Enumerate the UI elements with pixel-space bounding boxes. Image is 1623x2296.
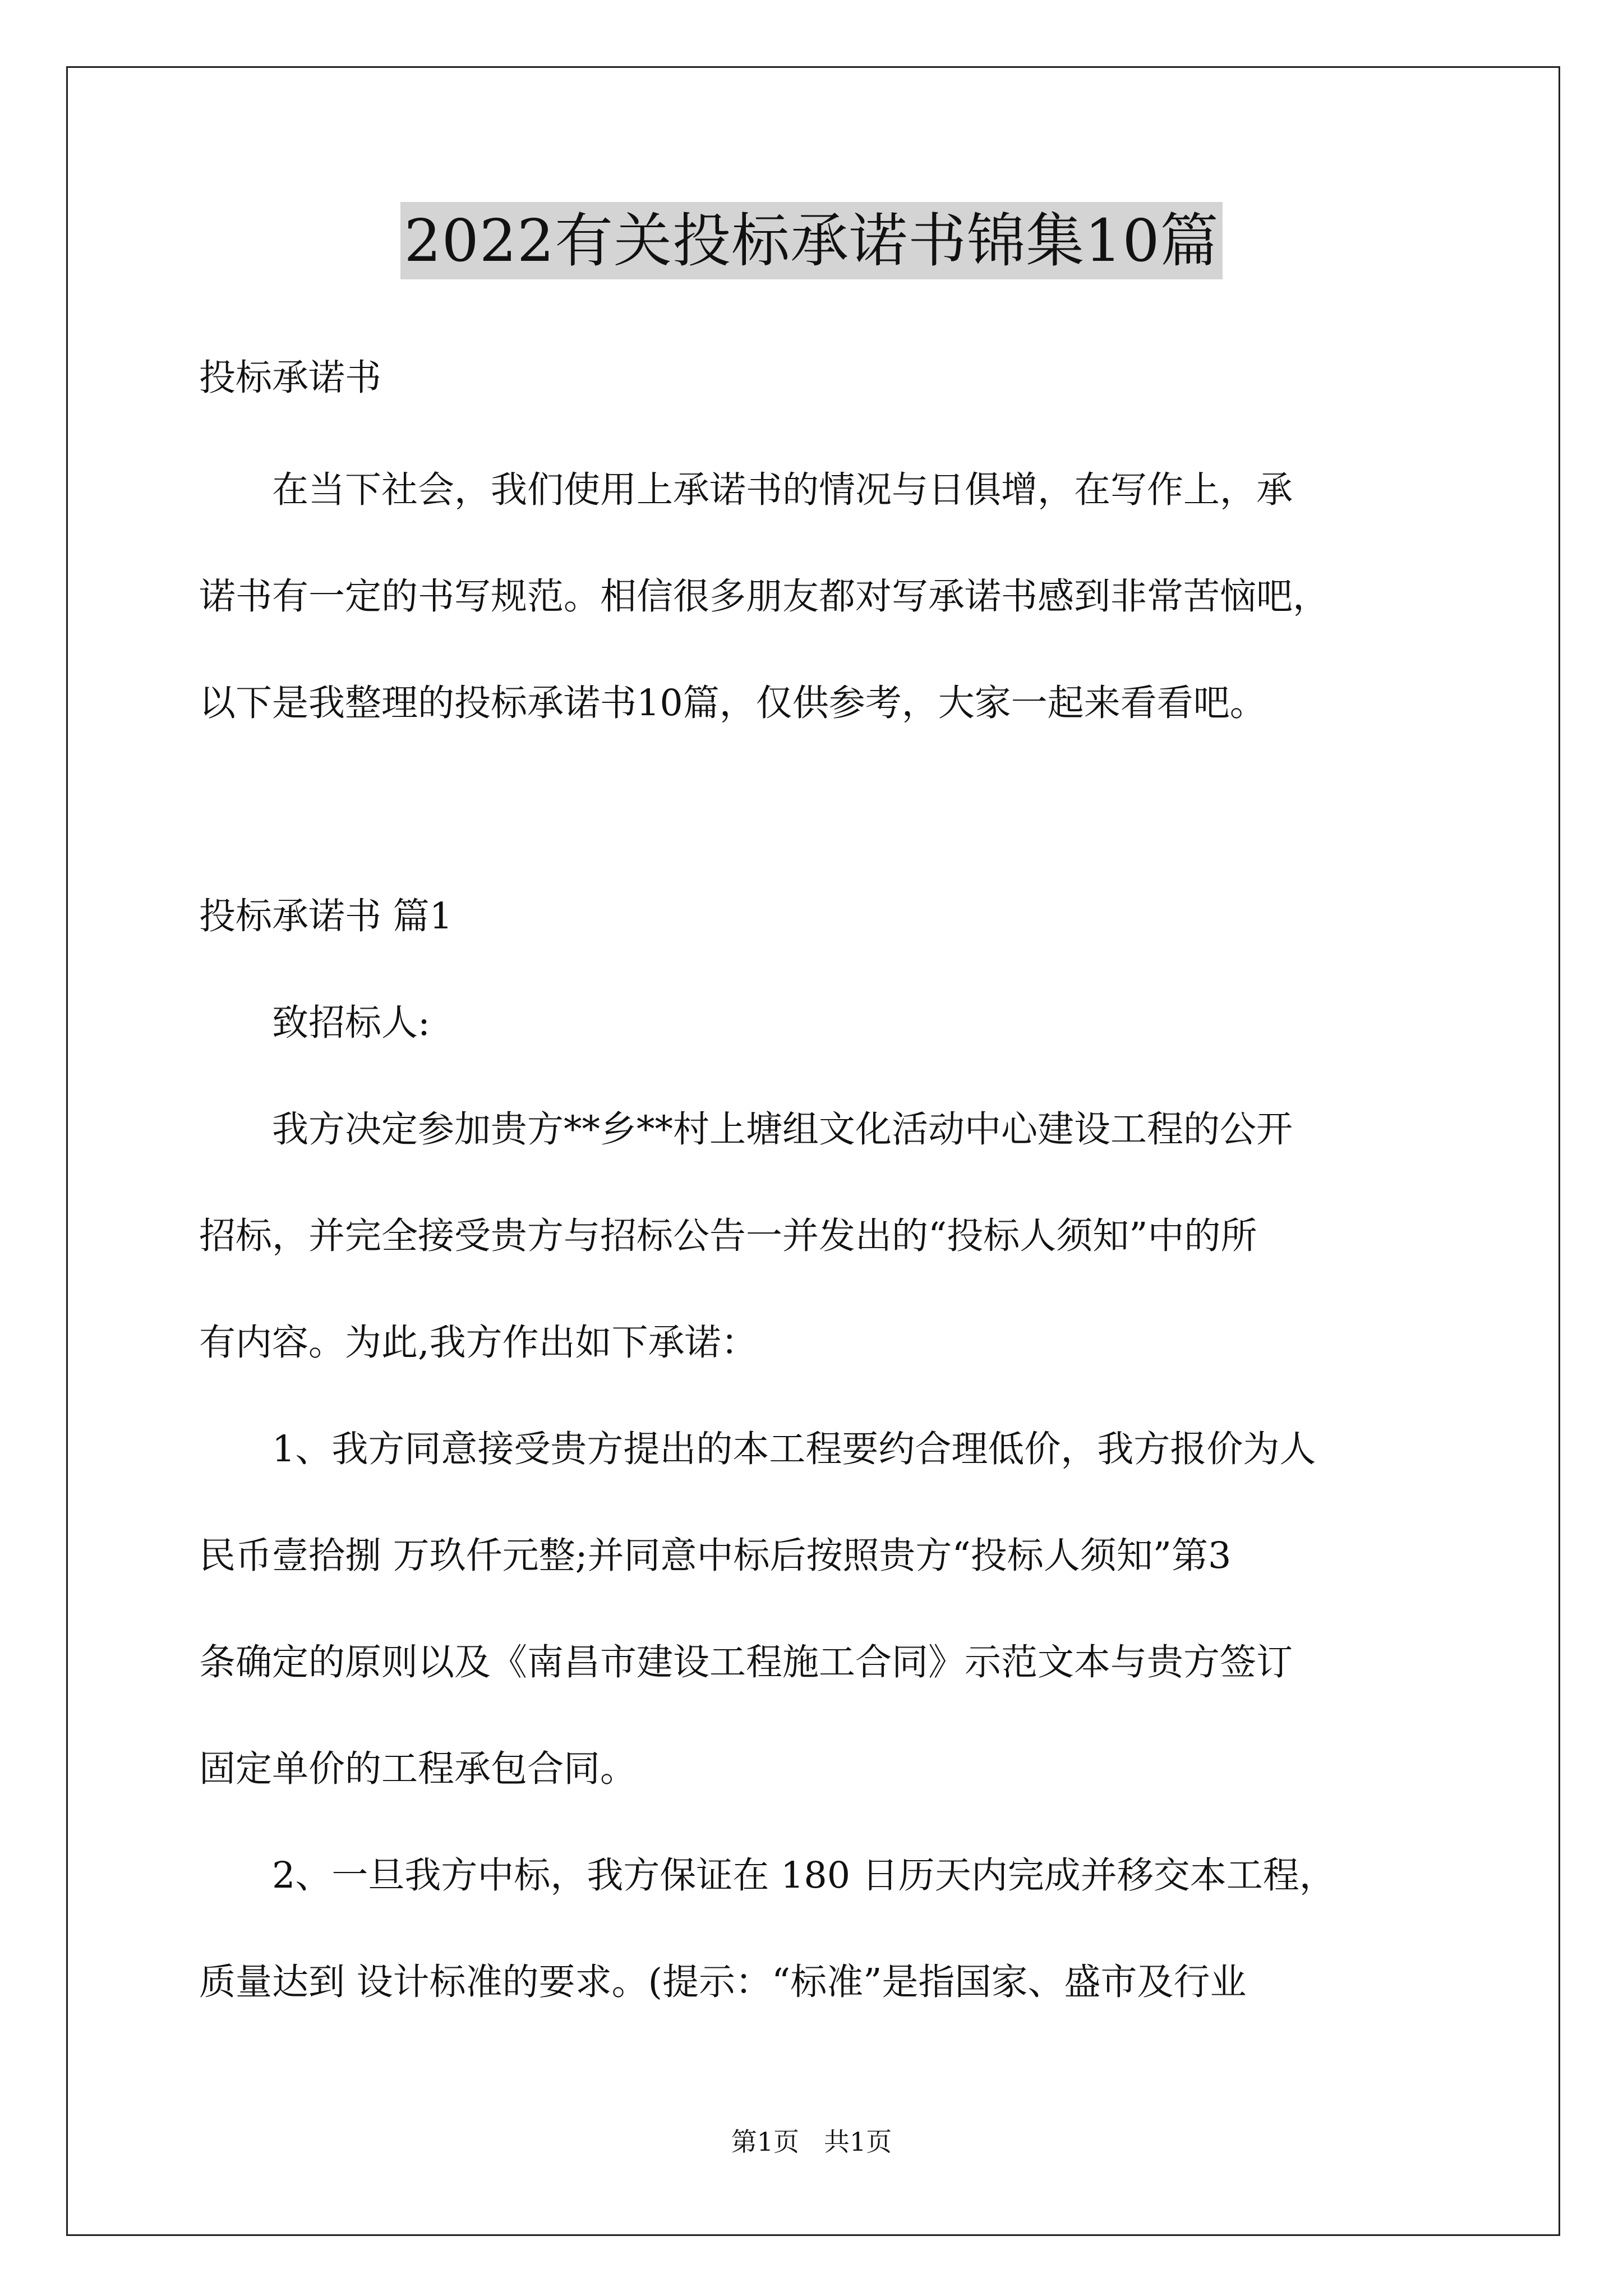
paragraph-line: 我方决定参加贵方**乡**村上塘组文化活动中心建设工程的公开 [199,1108,1293,1151]
document-title: 2022有关投标承诺书锦集10篇 [400,202,1222,279]
salutation-line: 致招标人: [199,1002,430,1044]
paragraph-line: 2、一旦我方中标，我方保证在 180 日历天内完成并移交本工程， [199,1855,1336,1897]
paragraph-line: 质量达到 设计标准的要求。(提示：“标准”是指国家、盛市及行业 [199,1961,1247,2003]
paragraph-line: 固定单价的工程承包合同。 [199,1748,637,1790]
paragraph-line: 在当下社会，我们使用上承诺书的情况与日俱增，在写作上，承 [199,469,1293,511]
paragraph-line: 条确定的原则以及《南昌市建设工程施工合同》示范文本与贵方签订 [199,1641,1293,1683]
intro-heading: 投标承诺书 [199,357,382,399]
page-number: 第1页 [731,2127,800,2157]
paragraph-line: 民币壹拾捌 万玖仟元整;并同意中标后按照贵方“投标人须知”第3 [199,1535,1232,1577]
paragraph-line: 以下是我整理的投标承诺书10篇，仅供参考，大家一起来看看吧。 [199,682,1266,724]
paragraph-line: 1、我方同意接受贵方提出的本工程要约合理低价，我方报价为人 [199,1428,1316,1470]
paragraph-line: 招标，并完全接受贵方与招标公告一并发出的“投标人须知”中的所 [199,1215,1257,1257]
paragraph-line: 诺书有一定的书写规范。相信很多朋友都对写承诺书感到非常苦恼吧， [199,576,1330,618]
title-container [0,202,1623,279]
paragraph-line: 有内容。为此,我方作出如下承诺： [199,1322,758,1364]
section-heading: 投标承诺书 篇1 [199,895,453,937]
total-pages: 共1页 [823,2127,892,2157]
page-footer [0,2125,1623,2159]
